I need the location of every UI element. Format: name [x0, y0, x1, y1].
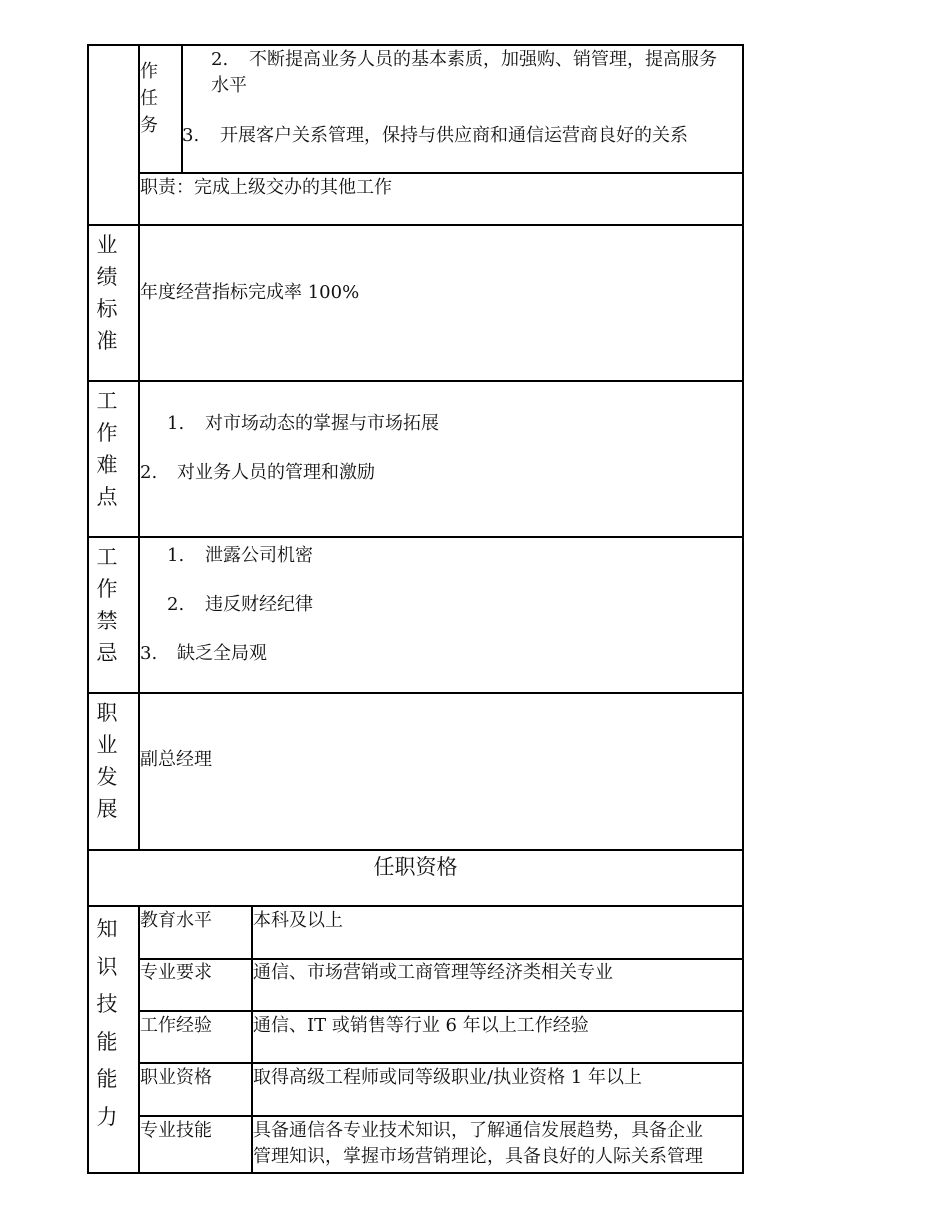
row-divider [87, 536, 744, 538]
difficulty-item-text: 对业务人员的管理和激励 [177, 462, 375, 483]
table-border-left [87, 44, 89, 1174]
education-label: 教育水平 [140, 910, 212, 931]
performance-label: 业 绩 标 准 [96, 233, 118, 353]
table-border-bottom [87, 1172, 744, 1174]
certification-value: 取得高级工程师或同等级职业/执业资格 1 年以上 [253, 1067, 642, 1088]
row-divider [87, 905, 744, 907]
taboo-item-text: 泄露公司机密 [205, 545, 313, 566]
skills-value: 具备通信各专业技术知识，了解通信发展趋势，具备企业 [253, 1120, 703, 1141]
taboo-item-number: 3. [140, 643, 158, 664]
duty-text: 职责：完成上级交办的其他工作 [140, 177, 392, 198]
row-divider [87, 849, 744, 851]
taboo-item-number: 2. [167, 594, 185, 615]
task-item-number: 2. [211, 49, 229, 70]
task-item-text: 不断提高业务人员的基本素质，加强购、销管理，提高服务 [249, 49, 717, 70]
major-value: 通信、市场营销或工商管理等经济类相关专业 [253, 962, 613, 983]
row-divider [87, 224, 744, 226]
career-label: 职 业 发 展 [96, 701, 118, 821]
major-label: 专业要求 [140, 962, 212, 983]
experience-label: 工作经验 [140, 1015, 212, 1036]
column-divider-task [181, 44, 183, 173]
taboo-label: 工 作 禁 忌 [96, 545, 118, 665]
row-divider [138, 1010, 744, 1012]
difficulty-label: 工 作 难 点 [96, 389, 118, 509]
career-text: 副总经理 [140, 749, 212, 770]
table-border-top [87, 44, 744, 46]
taboo-item-number: 1. [167, 545, 185, 566]
qualification-title: 任职资格 [373, 855, 458, 879]
task-item-number: 3. [182, 125, 200, 146]
performance-text: 年度经营指标完成率 100% [140, 282, 360, 303]
experience-value: 通信、IT 或销售等行业 6 年以上工作经验 [253, 1015, 589, 1036]
difficulty-item-text: 对市场动态的掌握与市场拓展 [205, 413, 439, 434]
education-value: 本科及以上 [253, 910, 343, 931]
table-border-right [742, 44, 744, 1174]
row-divider [87, 380, 744, 382]
column-divider-label [138, 44, 140, 850]
taboo-item-text: 违反财经纪律 [205, 594, 313, 615]
row-divider [138, 172, 744, 174]
task-item-text: 开展客户关系管理，保持与供应商和通信运营商良好的关系 [220, 125, 688, 146]
difficulty-item-number: 1. [167, 413, 185, 434]
skills-label: 专业技能 [140, 1120, 212, 1141]
task-label: 作 任 务 [140, 61, 158, 136]
row-divider [87, 692, 744, 694]
row-divider [138, 1115, 744, 1117]
row-divider [138, 1062, 744, 1064]
task-item-text-continued: 水平 [211, 75, 247, 96]
knowledge-label: 知 识 技 能 能 力 [96, 917, 118, 1129]
certification-label: 职业资格 [140, 1067, 212, 1088]
taboo-item-text: 缺乏全局观 [177, 643, 267, 664]
skills-value-continued: 管理知识，掌握市场营销理论，具备良好的人际关系管理 [253, 1146, 703, 1167]
difficulty-item-number: 2. [140, 462, 158, 483]
